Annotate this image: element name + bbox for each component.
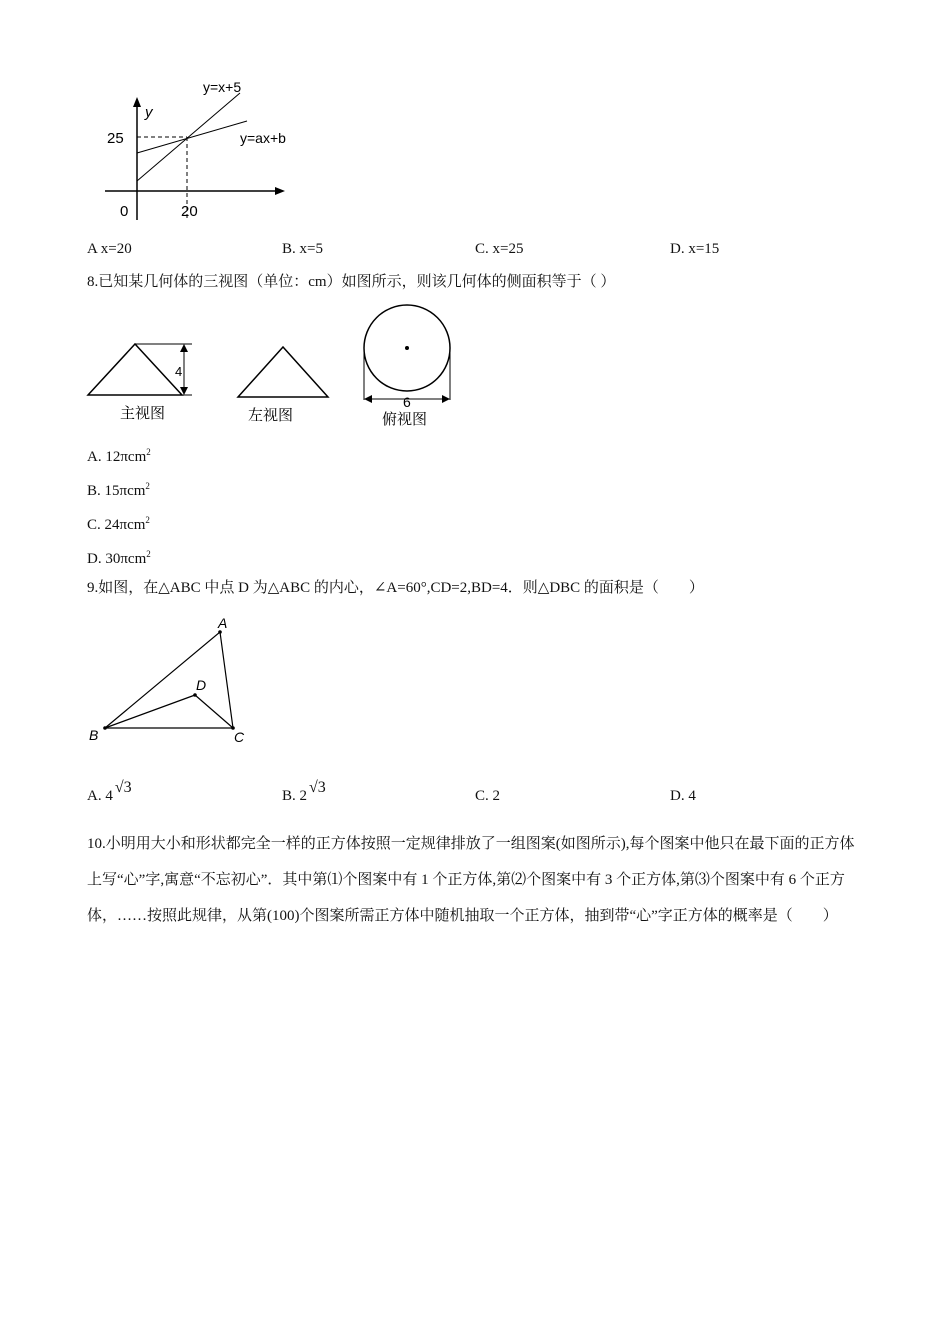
q8-option-d-text: D. 30πcm bbox=[87, 551, 147, 567]
front-view-label: 主视图 bbox=[120, 405, 166, 422]
diameter-label: 6 bbox=[403, 394, 411, 410]
q8-option-b-sup: 2 bbox=[145, 481, 150, 491]
x-axis-arrow bbox=[275, 187, 285, 195]
line1-label: y=x+5 bbox=[203, 79, 242, 95]
q9-option-c-text: C. 2 bbox=[475, 788, 501, 804]
point-d bbox=[193, 693, 197, 697]
q9-option-b-text: B. 2 bbox=[282, 788, 308, 804]
y-axis-label: y bbox=[145, 104, 153, 121]
x-tick-label: 20 bbox=[181, 203, 198, 220]
point-b bbox=[103, 726, 107, 730]
linear-functions-graph bbox=[95, 75, 325, 225]
q9-stem: 9.如图，在△ABC 中点 D 为△ABC 的内心，∠A=60°,CD=2,BD=4．则△DBC 的面积是（ ） bbox=[87, 580, 704, 596]
q9-option-c[interactable] bbox=[475, 786, 500, 806]
label-d: D bbox=[196, 677, 207, 693]
segment-bd bbox=[105, 695, 195, 728]
line2-label: y=ax+b bbox=[240, 130, 286, 146]
q8-option-a-sup: 2 bbox=[146, 447, 151, 457]
q9-option-a[interactable] bbox=[87, 779, 132, 806]
segment-dc bbox=[195, 695, 233, 728]
q8-option-d[interactable] bbox=[87, 544, 151, 569]
q9-option-a-radical: √3 bbox=[114, 779, 132, 796]
side-view-triangle bbox=[238, 347, 328, 397]
q8-option-a-text: A. 12πcm bbox=[87, 449, 147, 465]
q8-option-d-sup: 2 bbox=[146, 549, 151, 559]
diameter-arrow-left bbox=[364, 395, 372, 403]
height-label: 4 bbox=[175, 364, 183, 379]
q8-option-c[interactable] bbox=[87, 510, 150, 535]
diameter-arrow-right bbox=[442, 395, 450, 403]
side-view-label: 左视图 bbox=[248, 407, 294, 424]
label-c: C bbox=[234, 729, 245, 745]
q7-option-b[interactable]: B. x=5 bbox=[282, 241, 323, 257]
q8-option-a[interactable] bbox=[87, 442, 151, 467]
q7-option-d[interactable]: D. x=15 bbox=[670, 241, 720, 257]
origin-label: 0 bbox=[120, 203, 129, 220]
q8-option-c-text: C. 24πcm bbox=[87, 517, 146, 533]
q8-option-b-text: B. 15πcm bbox=[87, 483, 146, 499]
q9-option-b[interactable] bbox=[282, 779, 326, 806]
q8-option-b[interactable] bbox=[87, 476, 150, 501]
q7-option-c[interactable]: C. x=25 bbox=[475, 241, 524, 257]
top-view-label: 俯视图 bbox=[382, 411, 428, 428]
top-view-center-dot bbox=[405, 346, 409, 350]
y-axis-arrow bbox=[133, 97, 141, 107]
front-view-triangle bbox=[88, 344, 182, 395]
three-views-figure bbox=[80, 300, 470, 435]
triangle-abc bbox=[105, 632, 233, 728]
q8-option-c-sup: 2 bbox=[145, 515, 150, 525]
q9-option-d[interactable] bbox=[670, 786, 696, 806]
q7-option-a[interactable]: A x=20 bbox=[87, 241, 132, 257]
q9-option-a-text: A. 4 bbox=[87, 788, 113, 804]
triangle-abc-figure bbox=[85, 610, 265, 750]
q8-stem: 8.已知某几何体的三视图（单位：cm）如图所示，则该几何体的侧面积等于（ ） bbox=[87, 274, 616, 290]
q10-stem: 10.小明用大小和形状都完全一样的正方体按照一定规律排放了一组图案(如图所示),每个图案中他只在最下面的正方体上写“心”字,寓意“不忘初心”．其中第⑴个图案中有 1 个正方体,第⑵个图案中有 3 个正方体,第⑶个图案中有 6 个正方体，……按照此规律，从第(100)个图案所需正方体中随机抽取一个正方体，抽到带“心”字正方体的概率是（ ） bbox=[87, 836, 855, 924]
label-b: B bbox=[89, 727, 99, 743]
y-tick-label: 25 bbox=[107, 130, 124, 147]
q9-option-b-radical: √3 bbox=[309, 779, 326, 796]
height-arrow-up bbox=[180, 344, 188, 352]
label-a: A bbox=[218, 615, 228, 631]
q9-option-d-text: D. 4 bbox=[670, 788, 696, 804]
